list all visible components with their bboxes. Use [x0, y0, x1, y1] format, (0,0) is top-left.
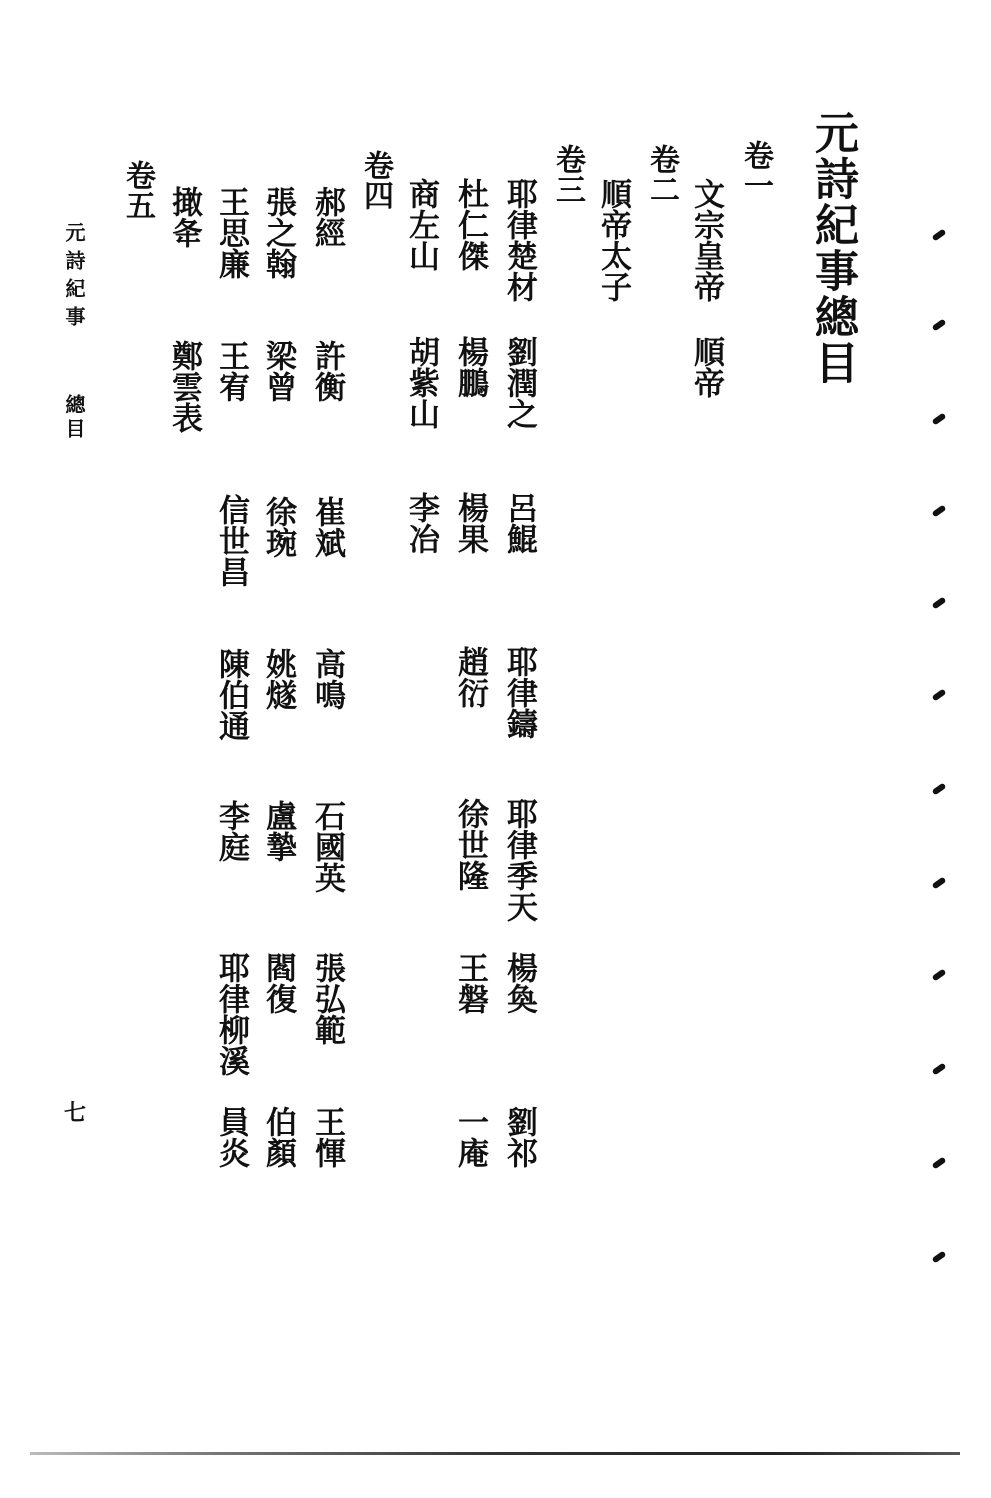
juan-1-entry-2: 順帝 [688, 336, 724, 398]
binding-mark-11 [932, 1157, 947, 1170]
juan-3-r1-e1: 耶律楚材 [501, 178, 537, 302]
juan-3-r1-e6: 楊奐 [501, 952, 537, 1014]
juan-1-heading: 卷一 [738, 140, 773, 200]
juan-4-r3-e2: 王宥 [213, 340, 249, 402]
juan-4-r2-e5: 盧摯 [260, 800, 296, 862]
juan-4-r1-e7: 王惲 [309, 1106, 345, 1168]
juan-4-r1-e4: 高鳴 [309, 648, 345, 710]
juan-4-r3-e7: 員炎 [213, 1106, 249, 1168]
juan-3-r3-e3: 李冶 [403, 492, 439, 554]
juan-3-r1-e7: 劉祁 [501, 1106, 537, 1168]
juan-3-r2-e6: 王磐 [452, 952, 488, 1014]
juan-4-heading: 卷四 [358, 150, 393, 210]
juan-4-r3-e5: 李庭 [213, 800, 249, 862]
binding-mark-4 [932, 505, 947, 518]
binding-mark-5 [932, 597, 947, 610]
binding-mark-9 [932, 969, 947, 982]
juan-4-r1-e1: 郝經 [309, 186, 345, 248]
juan-3-r1-e5: 耶律季天 [501, 798, 537, 922]
juan-4-r2-e3: 徐琬 [260, 496, 296, 558]
binding-mark-6 [932, 689, 947, 702]
juan-4-r3-e4: 陳伯通 [213, 648, 249, 741]
page-title: 元詩紀事總目 [807, 110, 858, 386]
juan-2-heading: 卷二 [644, 144, 679, 204]
juan-4-r2-e1: 張之翰 [260, 186, 296, 279]
juan-3-r2-e3: 楊果 [452, 492, 488, 554]
juan-4-r1-e2: 許衡 [309, 340, 345, 402]
juan-1-entry-1: 文宗皇帝 [688, 178, 724, 302]
juan-3-r2-e4: 趙衍 [452, 646, 488, 708]
juan-5-r1-e1: 撖夅 [166, 186, 202, 248]
juan-2-entry-1: 順帝太子 [595, 178, 631, 302]
juan-4-r1-e5: 石國英 [309, 800, 345, 893]
page-number: 七 [64, 1100, 87, 1126]
juan-4-r2-e4: 姚燧 [260, 648, 296, 710]
juan-3-r3-e1: 商左山 [403, 178, 439, 271]
juan-3-heading: 卷三 [550, 144, 585, 204]
juan-4-r3-e1: 王思廉 [213, 186, 249, 279]
juan-5-r1-e2: 鄭雲表 [166, 340, 202, 433]
juan-3-r1-e2: 劉潤之 [501, 336, 537, 429]
juan-3-r1-e4: 耶律鑄 [501, 646, 537, 739]
juan-4-r3-e6: 耶律柳溪 [213, 952, 249, 1076]
sidebar-section: 總目 [62, 394, 86, 442]
binding-mark-3 [932, 413, 947, 426]
binding-mark-2 [932, 319, 947, 332]
binding-mark-8 [932, 877, 947, 890]
bottom-rule [30, 1452, 960, 1455]
binding-mark-12 [932, 1251, 947, 1264]
binding-mark-7 [932, 783, 947, 796]
juan-3-r2-e5: 徐世隆 [452, 798, 488, 891]
juan-4-r2-e2: 梁曾 [260, 340, 296, 402]
juan-4-r1-e3: 崔斌 [309, 496, 345, 558]
juan-3-r1-e3: 呂鯤 [501, 492, 537, 554]
juan-3-r2-e1: 杜仁傑 [452, 178, 488, 271]
juan-4-r1-e6: 張弘範 [309, 952, 345, 1045]
juan-3-r2-e7: 一庵 [452, 1106, 488, 1168]
juan-4-r2-e6: 閻復 [260, 952, 296, 1014]
binding-mark-10 [932, 1063, 947, 1076]
juan-3-r2-e2: 楊鵬 [452, 336, 488, 398]
juan-4-r3-e3: 信世昌 [213, 494, 249, 587]
binding-mark-1 [932, 229, 947, 242]
juan-3-r3-e2: 胡紫山 [403, 336, 439, 429]
sidebar-book-title: 元詩紀事 [62, 222, 86, 334]
juan-4-r2-e7: 伯顏 [260, 1106, 296, 1168]
juan-5-heading: 卷五 [120, 160, 155, 220]
